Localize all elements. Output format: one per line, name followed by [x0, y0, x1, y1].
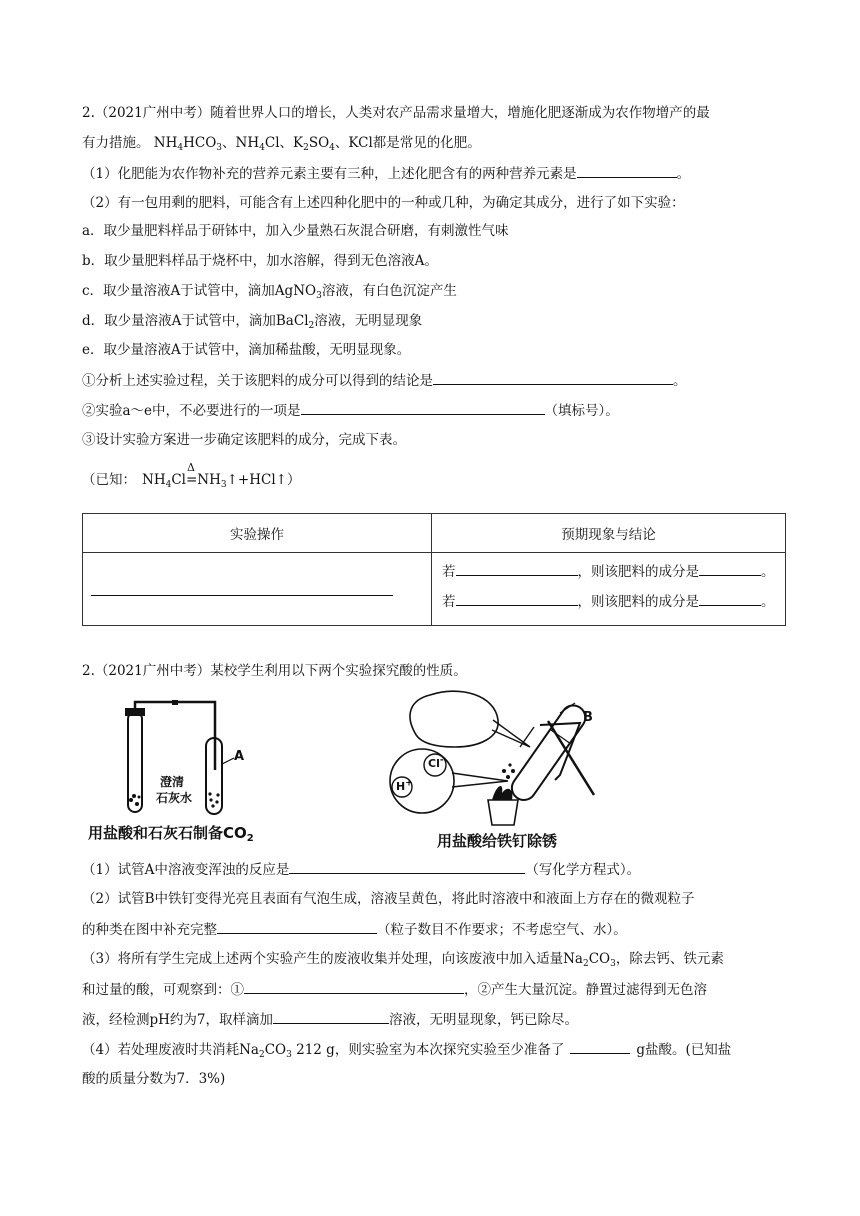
q1-c1-text: ①分析上述实验过程，关于该肥料的成分可以得到的结论是	[82, 373, 433, 389]
q2-s1-text: （1）试管A中溶液变浑浊的反应是	[82, 862, 290, 878]
result-row-2-blank-a[interactable]	[456, 591, 578, 606]
q1-c2-text: ②实验a～e中，不必要进行的一项是	[82, 403, 301, 419]
q2-s3-blank-b[interactable]	[273, 1009, 389, 1024]
q1-step-c: c．取少量溶液A于试管中，滴加AgNO$_3$溶液，有白色沉淀产生	[82, 283, 457, 301]
result-row-1-pre: 若	[442, 564, 456, 580]
q1-known	[82, 461, 301, 490]
q2-s2-line2-pre: 的种类在图中补充完整	[82, 922, 217, 938]
q2-s4-line1: （4）若处理废液时共消耗$Na_2CO_3$ 212 g，则实验室为本次探究实验至少准备了 g盐酸。(已知盐	[82, 1039, 731, 1060]
result-row-1-blank-a[interactable]	[456, 561, 578, 576]
q2-s2-line1: （2）试管B中铁钉变得光亮且表面有气泡生成，溶液呈黄色，将此时溶液中和液面上方存在的微观粒子	[82, 891, 695, 907]
q2-s4-line1-end: g盐酸。(已知盐	[636, 1042, 732, 1058]
q1-step-d: d．取少量溶液A于试管中，滴加BaCl$_2$溶液，无明显现象	[82, 313, 423, 331]
q1-c1-blank[interactable]	[433, 370, 673, 385]
q1-c2-blank[interactable]	[301, 400, 545, 415]
result-row-2-end: 。	[761, 594, 775, 610]
q1-step-b: b．取少量肥料样品于烧杯中，加水溶解，得到无色溶液A。	[82, 253, 438, 269]
q1-c2	[82, 400, 619, 421]
q2-s4-line2: 酸的质量分数为7．3%)	[82, 1071, 226, 1087]
fig1-label-clear: 澄清	[160, 775, 185, 789]
q2-s3-line1: （3）将所有学生完成上述两个实验产生的废液收集并处理，向该废液中加入适量$Na_2CO_3$，除去钙、铁元素	[82, 951, 724, 969]
q1-c1-end: 。	[673, 373, 687, 389]
q1-sub2: （2）有一包用剩的肥料，可能含有上述四种化肥中的一种或几种，为确定其成分，进行了如下实验：	[82, 195, 685, 211]
q1-sub1-end: 。	[676, 166, 691, 182]
fig1-label-a: A	[234, 749, 245, 764]
q2-s3-line2-end: ，②产生大量沉淀。静置过滤得到无色溶	[464, 982, 707, 998]
q2-s2-blank[interactable]	[217, 919, 377, 934]
q1-c1	[82, 370, 687, 391]
q1-intro-line2: 有力措施。 $NH_4HCO_3$、$NH_4Cl$、$K_2SO_4$、KCl都是常见的化肥。	[82, 135, 481, 153]
fig2-ion-cl-text: Cl	[428, 757, 440, 770]
table-header-result: 预期现象与结论	[432, 514, 786, 553]
result-row-1-blank-b[interactable]	[699, 561, 761, 576]
q2-intro: 2.（2021广州中考）某校学生利用以下两个实验探究酸的性质。	[82, 663, 467, 679]
q1-intro-line1: 2.（2021广州中考）随着世界人口的增长，人类对农产品需求量增大，增施化肥逐渐成为农作物增产的最	[82, 105, 710, 121]
q1-known-formula: $NH_4Cl$ Δ $=NH_3↑+HCl↑$	[142, 461, 287, 490]
fig2-caption: 用盐酸给铁钉除锈	[437, 832, 558, 850]
q2-s1	[82, 859, 640, 880]
table-cell-operation	[83, 553, 432, 626]
q2-s3-line3-end: 溶液，无明显现象，钙已除尽。	[389, 1012, 579, 1028]
q2-s1-end: （写化学方程式）。	[525, 862, 641, 878]
fig2-ion-cl: Cl-	[428, 755, 444, 770]
result-row-1-end: 。	[761, 564, 775, 580]
q2-s3-line3-pre: 液，经检测pH约为7，取样滴加	[82, 1012, 274, 1028]
fig2-ion-h-text: H	[396, 780, 406, 793]
table-header-operation: 实验操作	[83, 514, 432, 553]
q2-s2-line2-end: （粒子数目不作要求；不考虑空气、水）。	[377, 922, 627, 938]
experiment-table	[82, 513, 786, 626]
table-cell-result	[432, 553, 786, 626]
fig2-label-b: B	[583, 710, 593, 725]
result-row-1-mid: ，则该肥料的成分是	[577, 564, 699, 580]
q2-s3-line2-pre: 和过量的酸，可观察到：①	[82, 982, 244, 998]
q1-step-e: e．取少量溶液A于试管中，滴加稀盐酸，无明显现象。	[82, 342, 411, 358]
fig1-caption-sub: 2	[246, 833, 254, 844]
result-row-2	[442, 591, 775, 612]
q1-c2-end: （填标号）。	[544, 403, 619, 419]
fig1-caption-text: 用盐酸和石灰石制备CO	[88, 824, 247, 842]
q1-sub1-text: （1）化肥能为农作物补充的营养元素主要有三种，上述化肥含有的两种营养元素是	[82, 166, 577, 182]
q2-s3-line3	[82, 1009, 578, 1030]
q2-s1-blank[interactable]	[289, 859, 525, 874]
q1-step-a: a．取少量肥料样品于研钵中，加入少量熟石灰混合研磨，有刺激性气味	[82, 223, 509, 239]
fig1-label-lime: 石灰水	[156, 791, 193, 805]
fig1-caption	[88, 822, 254, 843]
result-row-1	[442, 561, 775, 582]
result-row-2-pre: 若	[442, 594, 456, 610]
rust-removal-figure	[380, 685, 610, 830]
q1-known-label: （已知：	[82, 472, 136, 488]
q1-known-end: ）	[286, 472, 301, 488]
operation-blank[interactable]	[91, 581, 393, 596]
co2-apparatus-figure	[110, 700, 270, 825]
q2-s4-blank[interactable]	[570, 1039, 630, 1054]
q2-s2-line2	[82, 919, 627, 940]
q2-s3-line2	[82, 979, 707, 1000]
fig2-ion-h: H+	[396, 778, 413, 793]
result-row-2-blank-b[interactable]	[699, 591, 761, 606]
q1-sub1-blank[interactable]	[577, 163, 677, 178]
q2-s3-blank-a[interactable]	[244, 979, 464, 994]
result-row-2-mid: ，则该肥料的成分是	[577, 594, 699, 610]
q1-sub1	[82, 163, 690, 184]
q1-c3: ③设计实验方案进一步确定该肥料的成分，完成下表。	[82, 432, 406, 448]
